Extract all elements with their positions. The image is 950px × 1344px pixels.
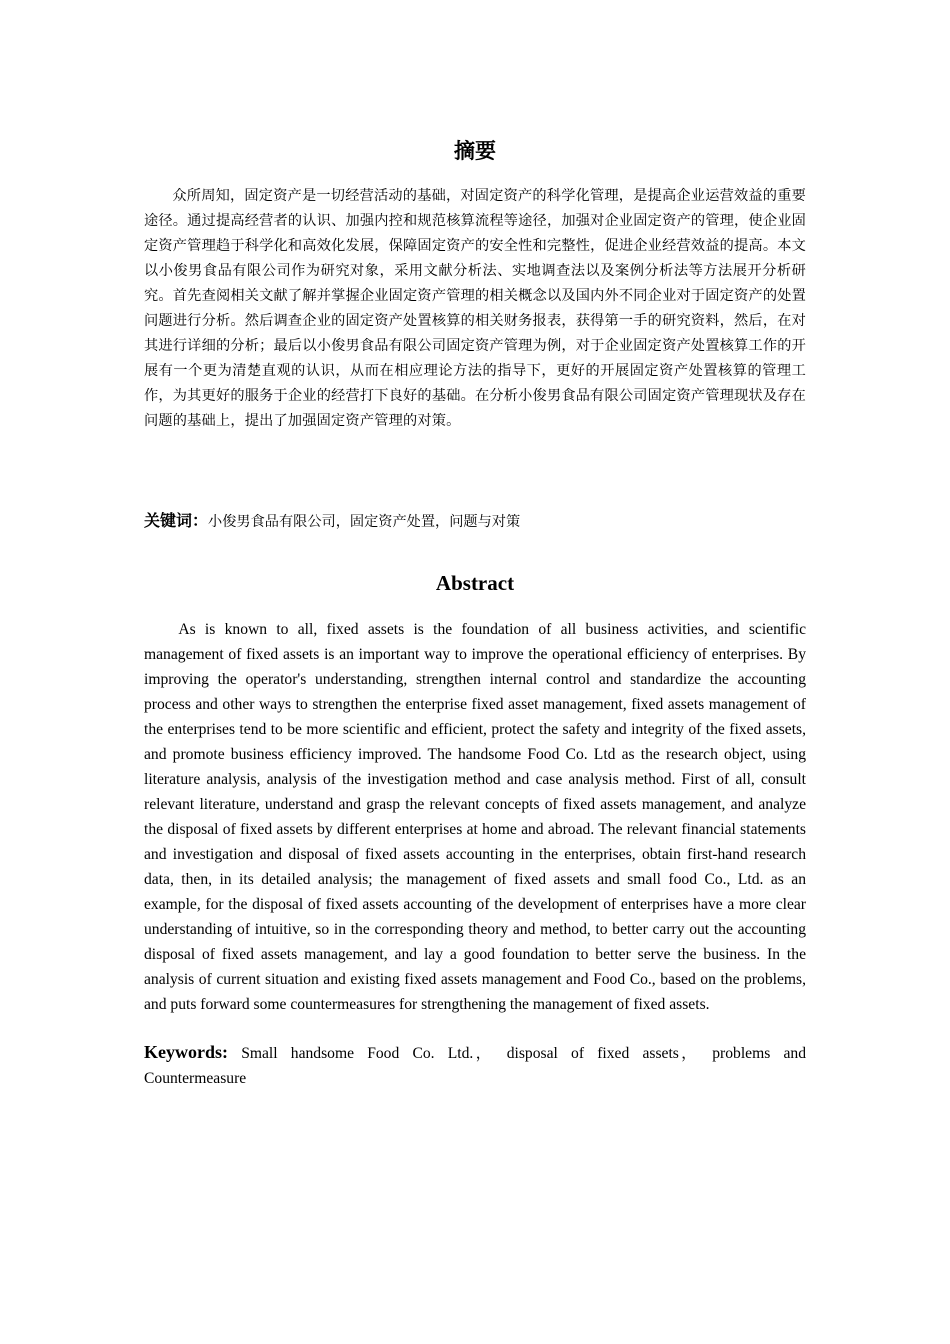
english-keywords-label: Keywords: <box>144 1042 228 1062</box>
english-keywords <box>144 1040 806 1091</box>
english-keywords-text: Small handsome Food Co. Ltd.， disposal of fixed assets， problems and Countermeasure <box>144 1045 806 1087</box>
chinese-keywords <box>144 508 806 535</box>
english-abstract-title: Abstract <box>435 571 515 595</box>
english-abstract-body: As is known to all, fixed assets is the foundation of all business activities, and scientific management of fixed assets is an important way to improve the operational efficiency of enterprises. By improving the operator's understanding, strengthen internal control and standardize the accounting process and other ways to strengthen the enterprise fixed asset management, fixed assets management of the enterprises tend to be more scientific and efficient, protect the safety and integrity of the fixed assets, and promote business efficiency improved. The handsome Food Co. Ltd as the research object, using literature analysis, analysis of the investigation method and case analysis method. First of all, consult relevant literature, understand and grasp the relevant concepts of fixed assets management, and analyze the disposal of fixed assets by different enterprises at home and abroad. The relevant financial statements and investigation and disposal of fixed assets accounting in the enterprises, obtain first-hand research data, then, in its detailed analysis; the management of fixed assets and small food Co., Ltd. as an example, for the disposal of fixed assets accounting of the development of enterprises have a more clear understanding of intuitive, so in the corresponding theory and method, to better carry out the accounting disposal of fixed assets management, and lay a good foundation to better serve the business. In the analysis of current situation and existing fixed assets management and Food Co., based on the problems, and puts forward some countermeasures for strengthening the management of fixed assets. <box>144 621 806 1013</box>
chinese-keywords-label: 关键词： <box>144 511 209 530</box>
chinese-abstract-body: 众所周知，固定资产是一切经营活动的基础，对固定资产的科学化管理，是提高企业运营效益的重要途径。通过提高经营者的认识、加强内控和规范核算流程等途径，加强对企业固定资产的管理，使企业固定资产管理趋于科学化和高效化发展，保障固定资产的安全性和完整性，促进企业经营效益的提高。本文以小俊男食品有限公司作为研究对象，采用文献分析法、实地调查法以及案例分析法等方法展开分析研究。首先查阅相关文献了解并掌握企业固定资产管理的相关概念以及国内外不同企业对于固定资产的处置问题进行分析。然后调查企业的固定资产处置核算的相关财务报表，获得第一手的研究资料，然后，在对其进行详细的分析；最后以小俊男食品有限公司固定资产管理为例，对于企业固定资产处置核算工作的开展有一个更为清楚直观的认识，从而在相应理论方法的指导下，更好的开展固定资产处置核算的管理工作，为其更好的服务于企业的经营打下良好的基础。在分析小俊男食品有限公司固定资产管理现状及存在问题的基础上，提出了加强固定资产管理的对策。 <box>144 188 806 429</box>
chinese-keywords-text: 小俊男食品有限公司，固定资产处置，问题与对策 <box>208 514 521 530</box>
chinese-abstract-title: 摘要 <box>454 139 496 163</box>
